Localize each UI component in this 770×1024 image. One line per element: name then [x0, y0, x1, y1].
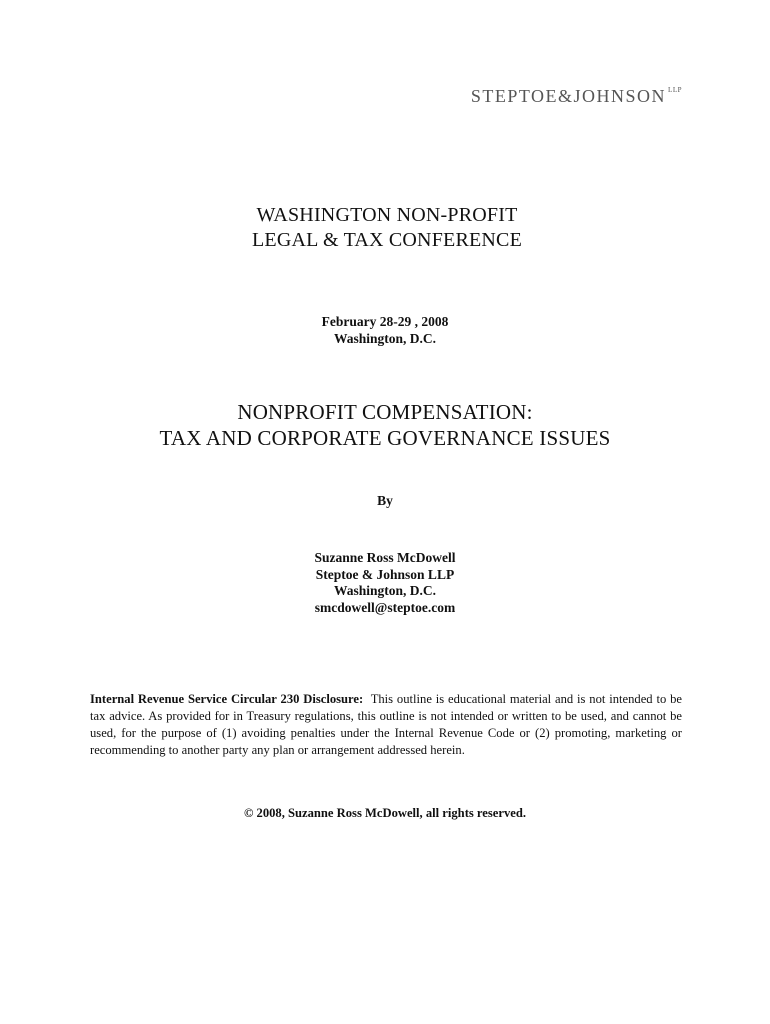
by-label: By — [377, 493, 393, 508]
firm-logo — [471, 86, 682, 107]
logo-text: STEPTOE&JOHNSON — [470, 86, 667, 106]
copyright-notice: © 2008, Suzanne Ross McDowell, all rights reserved. — [243, 806, 527, 820]
event-location: Washington, D.C. — [333, 331, 437, 346]
logo-suffix: LLP — [668, 86, 682, 94]
author-city: Washington, D.C. — [333, 583, 437, 598]
document-title — [0, 399, 770, 451]
author-name: Suzanne Ross McDowell — [314, 550, 456, 565]
author-email: smcdowell@steptoe.com — [314, 599, 456, 615]
author-firm: Steptoe & Johnson LLP — [315, 566, 455, 582]
event-details — [0, 313, 770, 347]
conference-title — [0, 203, 770, 253]
conference-title-line-2: LEGAL & TAX CONFERENCE — [251, 229, 522, 251]
disclosure-body: This outline is educational material and is not intended to be tax advice. As provided for in Treasury regulations, this outline is not intended or written to be used, and cannot be used, for the purpose of (1) avoiding penalties under the Internal Revenue Code or (2) promoting, marketing or recommending to another party any plan or arrangement addressed herein. — [90, 692, 682, 757]
event-date: February 28-29 , 2008 — [321, 314, 449, 329]
document-title-line-1: NONPROFIT COMPENSATION: — [237, 400, 533, 424]
author-details — [0, 550, 770, 616]
circular-230-disclosure — [90, 691, 682, 759]
document-title-line-2: TAX AND CORPORATE GOVERNANCE ISSUES — [159, 426, 611, 450]
disclosure-lead: Internal Revenue Service Circular 230 Disclosure: — [90, 692, 364, 706]
conference-title-line-1: WASHINGTON NON-PROFIT — [256, 204, 518, 226]
